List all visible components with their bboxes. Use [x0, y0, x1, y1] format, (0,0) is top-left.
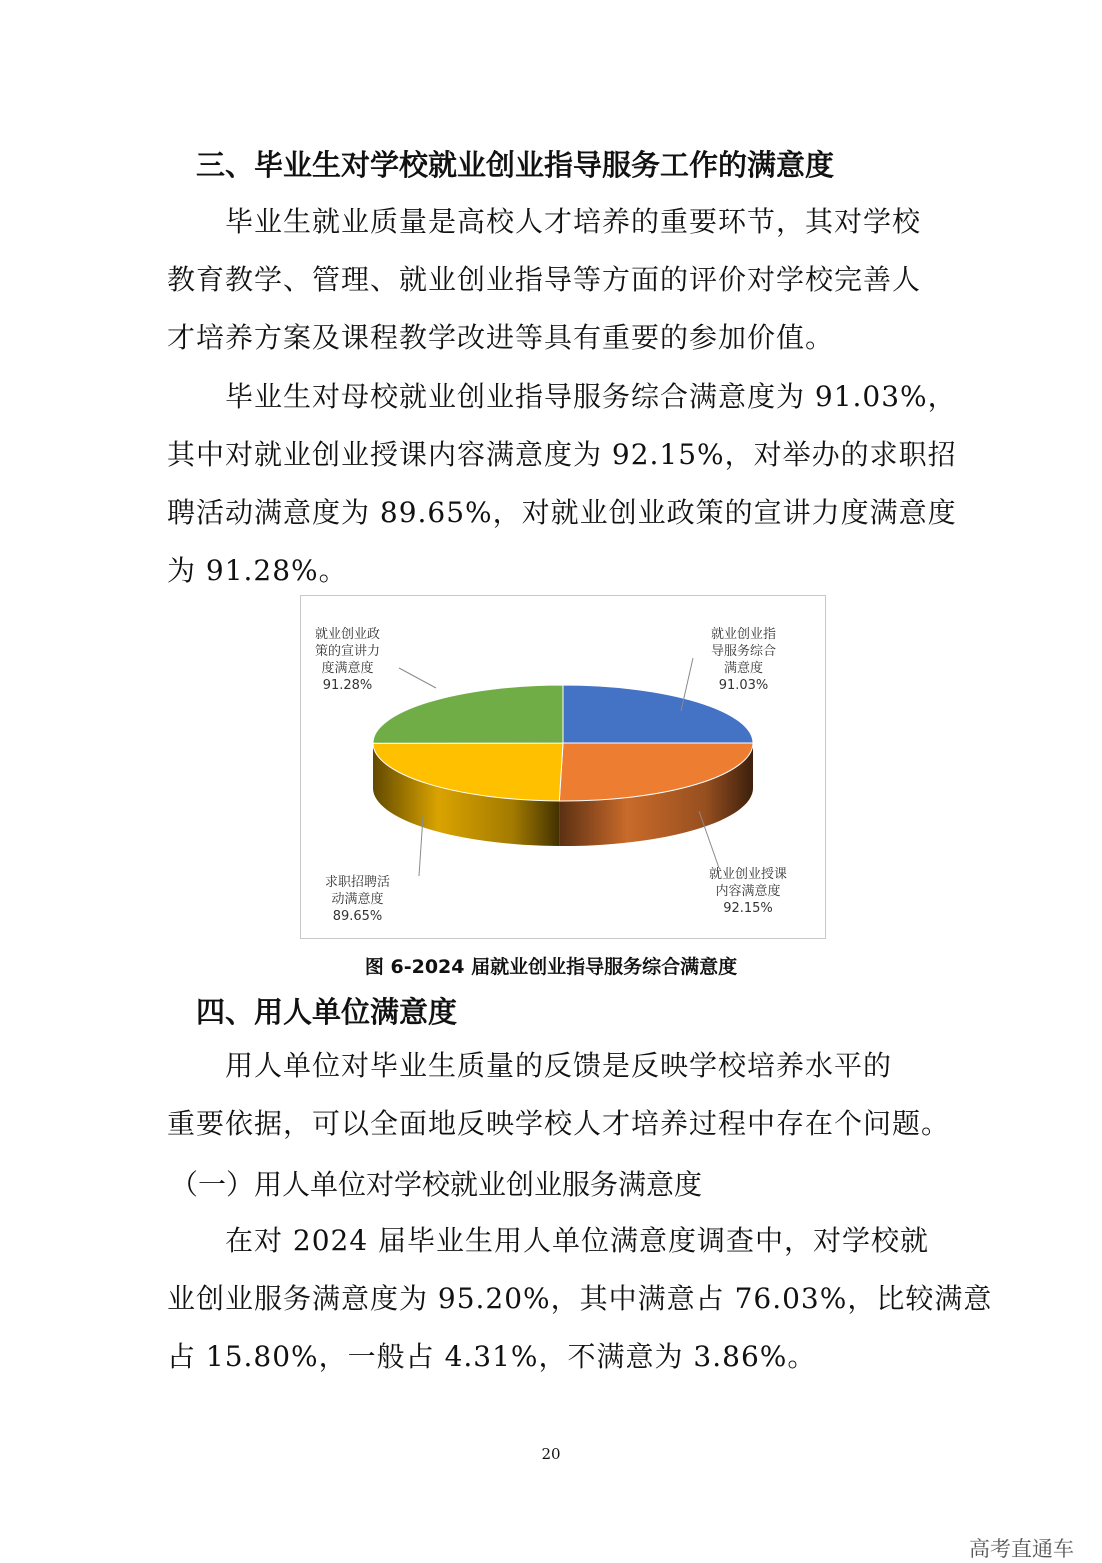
text-line: 在对 2024 届毕业生用人单位满意度调查中，对学校就	[167, 1212, 937, 1270]
slice-label-recruitment: 求职招聘活 动满意度 89.65%	[325, 874, 390, 925]
text-line: 占 15.80%，一般占 4.31%，不满意为 3.86%。	[167, 1328, 937, 1386]
text-line: 毕业生就业质量是高校人才培养的重要环节，其对学校	[167, 193, 937, 251]
text-line: 用人单位对毕业生质量的反馈是反映学校培养水平的	[167, 1037, 937, 1095]
figure-caption: 图 6-2024 届就业创业指导服务综合满意度	[0, 952, 1102, 979]
text-line: 业创业服务满意度为 95.20%，其中满意占 76.03%，比较满意	[167, 1270, 937, 1328]
text-line: 才培养方案及课程教学改进等具有重要的参加价值。	[167, 309, 937, 367]
section4-paragraph-2	[167, 1212, 937, 1386]
text-line: 聘活动满意度为 89.65%，对就业创业政策的宣讲力度满意度	[167, 484, 937, 542]
satisfaction-pie-chart	[300, 595, 826, 939]
slice-label-guidance: 就业创业指 导服务综合 满意度 91.03%	[711, 626, 776, 694]
section3-heading: 三、毕业生对学校就业创业指导服务工作的满意度	[196, 143, 834, 184]
slice-label-policy: 就业创业政 策的宣讲力 度满意度 91.28%	[315, 626, 380, 694]
section3-paragraph-2	[167, 368, 937, 600]
section4-paragraph-1	[167, 1037, 937, 1153]
slice-policy	[373, 685, 563, 743]
text-line: 其中对就业创业授课内容满意度为 92.15%，对举办的求职招	[167, 426, 937, 484]
section4-subheading: （一）用人单位对学校就业创业服务满意度	[170, 1163, 702, 1203]
text-line: 毕业生对母校就业创业指导服务综合满意度为 91.03%，	[167, 368, 937, 426]
text-line: 重要依据，可以全面地反映学校人才培养过程中存在个问题。	[167, 1095, 937, 1153]
text-line: 教育教学、管理、就业创业指导等方面的评价对学校完善人	[167, 251, 937, 309]
slice-label-course: 就业创业授课 内容满意度 92.15%	[709, 866, 787, 917]
leader-line-policy	[399, 668, 436, 688]
section3-paragraph-1	[167, 193, 937, 367]
section4-heading: 四、用人单位满意度	[196, 990, 457, 1031]
text-line: 为 91.28%。	[167, 542, 937, 600]
page-number: 20	[0, 1445, 1102, 1463]
watermark: 高考直通车	[969, 1533, 1074, 1563]
